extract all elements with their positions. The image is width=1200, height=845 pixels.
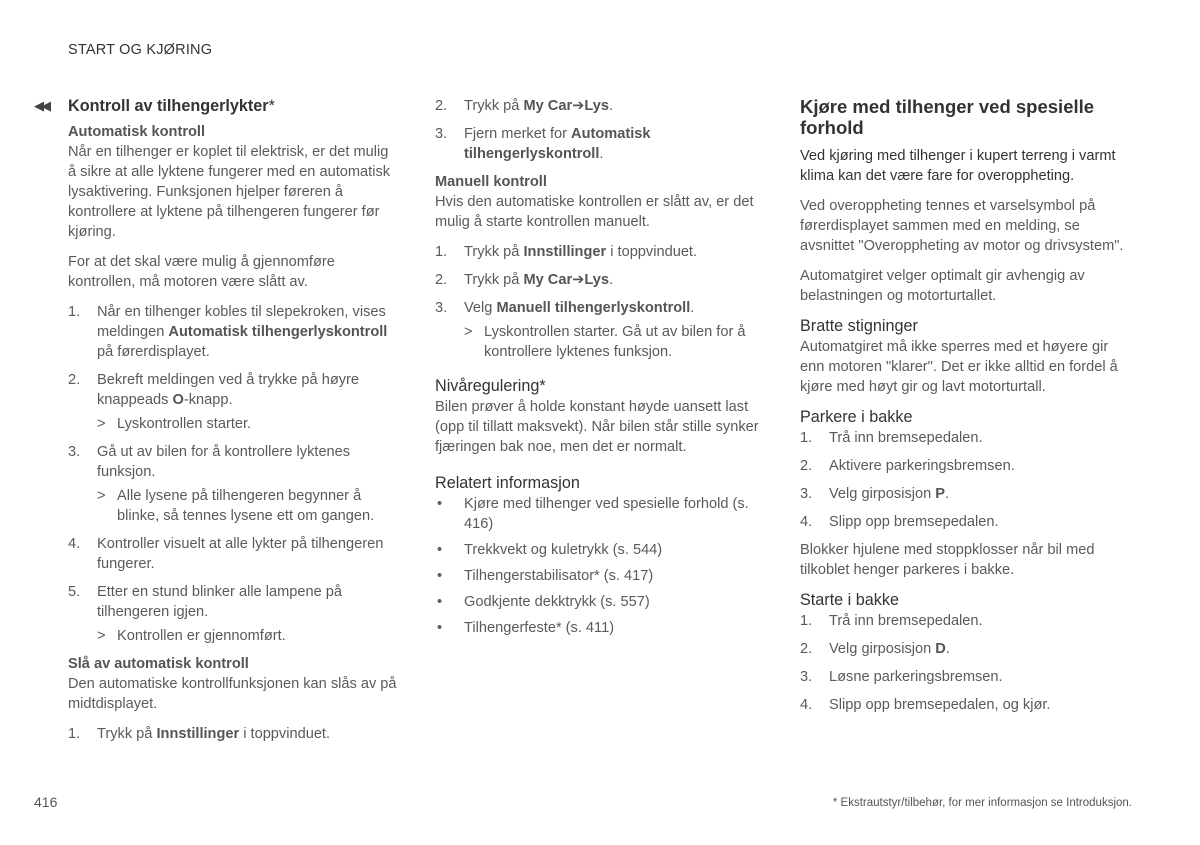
column-left	[68, 96, 400, 752]
step-list	[435, 242, 770, 362]
paragraph: Automatgiret må ikke sperres med et høyere gir enn motoren "klarer". Det er ikke alltid en fordel å kjøre med høyt gir og lavt motorturtall.	[800, 339, 1118, 395]
back-arrows-icon[interactable]: ◀◀	[34, 98, 48, 113]
related-links	[435, 494, 770, 638]
paragraph: Automatgiret velger optimalt gir avhengig av belastningen og motorturtallet.	[800, 268, 1085, 304]
list-item: 1. Trå inn bremsepedalen.	[800, 430, 983, 446]
list-item: 3. Velg girposisjon P.	[800, 486, 950, 502]
section-title-special-conditions: Kjøre med tilhenger ved spesielle forhold	[800, 96, 1095, 138]
step-result: > Kontrollen er gjennomført.	[97, 628, 286, 644]
list-item: 5. Etter en stund blinker alle lampene på tilhengeren igjen. > Kontrollen er gjennomført.	[68, 582, 400, 646]
heading-park-on-hill: Parkere i bakke	[800, 408, 913, 426]
column-middle	[435, 96, 770, 644]
related-link[interactable]: • Godkjente dekktrykk (s. 557)	[437, 594, 650, 610]
step-list	[68, 302, 400, 646]
paragraph: Blokker hjulene med stoppklosser når bil med tilkoblet henger parkeres i bakke.	[800, 542, 1095, 578]
paragraph: Ved overoppheting tennes et varselsymbol på førerdisplayet sammen med en melding, se avsnittet "Overoppheting av motor og drivsystem".	[800, 198, 1124, 254]
list-item: 1. Trykk på Innstillinger i toppvinduet.	[435, 244, 698, 260]
related-link[interactable]: • Tilhengerfeste* (s. 411)	[437, 620, 615, 636]
list-item: 2. Aktivere parkeringsbremsen.	[800, 458, 1015, 474]
running-header: START OG KJØRING	[68, 42, 213, 58]
step-list	[435, 96, 770, 164]
paragraph: Den automatiske kontrollfunksjonen kan slås av på midtdisplayet.	[68, 676, 397, 712]
list-item: 4. Slipp opp bremsepedalen, og kjør.	[800, 697, 1051, 713]
paragraph: For at det skal være mulig å gjennomføre kontrollen, må motoren være slått av.	[68, 254, 335, 290]
intro-paragraph: Ved kjøring med tilhenger i kupert terreng i varmt klima kan det være fare for overoppheting.	[800, 148, 1116, 184]
step-result: > Lyskontrollen starter.	[97, 416, 252, 432]
step-list	[800, 428, 1135, 532]
related-link[interactable]: • Tilhengerstabilisator* (s. 417)	[437, 568, 654, 584]
list-item: 2. Bekreft meldingen ved å trykke på høyre knappeads O-knapp. > Lyskontrollen starter.	[68, 370, 400, 434]
section-title-trailer-lights: Kontroll av tilhengerlykter*	[68, 97, 275, 115]
step-result: > Alle lysene på tilhengeren begynner å blinke, så tennes lysene ett om gangen.	[97, 488, 375, 524]
list-item: 3. Velg Manuell tilhengerlyskontroll. > Lyskontrollen starter. Gå ut av bilen for å kontrollere lyktenes funksjon.	[435, 298, 770, 362]
step-list	[68, 724, 400, 744]
heading-auto-control: Automatisk kontroll	[68, 124, 206, 140]
page-number: 416	[34, 794, 58, 810]
arrow-right-icon: ➔	[572, 272, 585, 288]
list-item: 3. Gå ut av bilen for å kontrollere lyktenes funksjon. > Alle lysene på tilhengeren begynner å blinke, så tennes lysene ett om gangen.	[68, 442, 400, 526]
paragraph: Bilen prøver å holde konstant høyde uansett last (opp til tillatt maksvekt). Når bilen står stille synker fjæringen bak noe, men det er normalt.	[435, 399, 759, 455]
list-item: 1. Trå inn bremsepedalen.	[800, 613, 983, 629]
paragraph: Når en tilhenger er koplet til elektrisk, er det mulig å sikre at alle lyktene fungerer med en automatisk lysaktivering. Funksjonen hjelper føreren å kontrollere at lyktene på tilhengeren fungerer før kjøring.	[68, 144, 391, 240]
step-result: > Lyskontrollen starter. Gå ut av bilen for å kontrollere lyktenes funksjon.	[464, 324, 746, 360]
related-link[interactable]: • Trekkvekt og kuletrykk (s. 544)	[437, 542, 663, 558]
related-link[interactable]: • Kjøre med tilhenger ved spesielle forhold (s. 416)	[437, 496, 749, 532]
heading-start-on-hill: Starte i bakke	[800, 591, 899, 609]
list-item: 4. Slipp opp bremsepedalen.	[800, 514, 999, 530]
heading-related-info: Relatert informasjon	[435, 474, 580, 492]
list-item: 1. Når en tilhenger kobles til slepekroken, vises meldingen Automatisk tilhengerlyskontroll på førerdisplayet.	[68, 304, 388, 360]
list-item: 3. Fjern merket for Automatisk tilhengerlyskontroll.	[435, 126, 651, 162]
step-list	[800, 611, 1135, 715]
list-item: 2. Velg girposisjon D.	[800, 641, 950, 657]
list-item: 2. Trykk på My Car➔Lys.	[435, 272, 614, 288]
list-item: 4. Kontroller visuelt at alle lykter på tilhengeren fungerer.	[68, 536, 384, 572]
heading-turn-off-auto: Slå av automatisk kontroll	[68, 656, 249, 672]
heading-manual-control: Manuell kontroll	[435, 174, 547, 190]
paragraph: Hvis den automatiske kontrollen er slått av, er det mulig å starte kontrollen manuelt.	[435, 194, 754, 230]
heading-level-control: Nivåregulering*	[435, 377, 546, 395]
list-item: 2. Trykk på My Car➔Lys.	[435, 98, 614, 114]
column-right	[800, 96, 1135, 723]
footnote: * Ekstrautstyr/tilbehør, for mer informasjon se Introduksjon.	[832, 797, 1132, 809]
arrow-right-icon: ➔	[572, 98, 585, 114]
heading-steep-inclines: Bratte stigninger	[800, 317, 918, 335]
list-item: 1. Trykk på Innstillinger i toppvinduet.	[68, 726, 331, 742]
list-item: 3. Løsne parkeringsbremsen.	[800, 669, 1003, 685]
